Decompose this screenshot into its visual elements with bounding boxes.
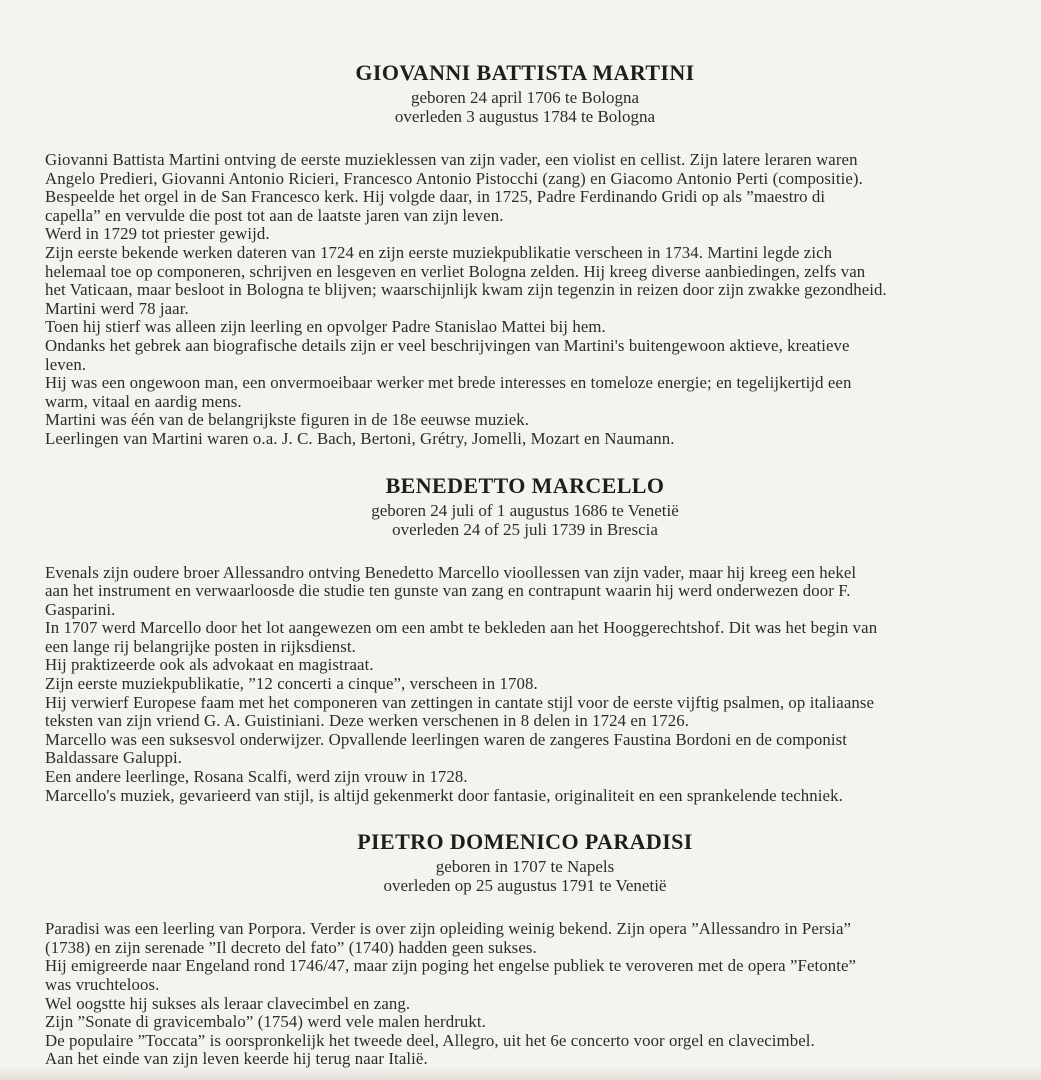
body-line: Aan het einde van zijn leven keerde hij terug naar Italië. bbox=[45, 1049, 428, 1069]
body-line: Wel oogstte hij sukses als leraar clavecimbel en zang. bbox=[45, 993, 411, 1013]
body-line: leven. bbox=[45, 354, 87, 374]
body-line: Paradisi was een leerling van Porpora. Verder is over zijn opleiding weinig bekend. Zijn opera ”Allessandro in Persia” bbox=[45, 919, 852, 939]
body-line: Ondanks het gebrek aan biografische details zijn er veel beschrijvingen van Martini's buitengewoon aktieve, kreatieve bbox=[45, 335, 850, 355]
body-line: Hij praktizeerde ook als advokaat en magistraat. bbox=[45, 655, 374, 675]
body-line: De populaire ”Toccata” is oorspronkelijk het tweede deel, Allegro, uit het 6e concerto voor orgel en clavecimbel. bbox=[45, 1030, 815, 1050]
body-line: In 1707 werd Marcello door het lot aangewezen om een ambt te bekleden aan het Hooggerechtshof. Dit was het begin van bbox=[45, 618, 878, 638]
body-line: Martini was één van de belangrijkste figuren in de 18e eeuwse muziek. bbox=[45, 410, 530, 430]
body-line: Angelo Predieri, Giovanni Antonio Ricieri, Francesco Antonio Pistocchi (zang) en Giacomo Antonio Perti (compositie). bbox=[45, 168, 863, 188]
body-line: Marcello's muziek, gevarieerd van stijl, is altijd gekenmerkt door fantasie, originaliteit en een sprankelende techniek. bbox=[45, 785, 843, 805]
body-line: Gasparini. bbox=[45, 599, 116, 619]
body-line: Zijn eerste bekende werken dateren van 1724 en zijn eerste muziekpublikatie verscheen in 1734. Martini legde zich bbox=[45, 242, 833, 262]
body-line: Baldassare Galuppi. bbox=[45, 748, 183, 768]
body-line: een lange rij belangrijke posten in rijksdienst. bbox=[45, 636, 356, 656]
section-title: BENEDETTO MARCELLO bbox=[385, 472, 665, 498]
body-line: Marcello was een suksesvol onderwijzer. Opvallende leerlingen waren de zangeres Faustina Bordoni en de componist bbox=[45, 729, 847, 749]
body-line: Zijn eerste muziekpublikatie, ”12 concerti a cinque”, verscheen in 1708. bbox=[45, 674, 538, 694]
body-line: capella” en vervulde die post tot aan de laatste jaren van zijn leven. bbox=[45, 205, 504, 225]
section-subtitle: geboren 24 april 1706 te Bologna bbox=[410, 88, 640, 107]
section-subtitle: overleden 24 of 25 juli 1739 in Brescia bbox=[392, 519, 658, 539]
body-line: (1738) en zijn serenade ”Il decreto del fato” (1740) hadden geen sukses. bbox=[45, 937, 537, 957]
body-line: teksten van zijn vriend G. A. Guistiniani. Deze werken verschenen in 8 delen in 1724 en 1726. bbox=[45, 711, 690, 731]
section-body bbox=[45, 920, 1005, 1069]
body-line: Martini werd 78 jaar. bbox=[45, 298, 189, 318]
section-subtitle: geboren in 1707 te Napels bbox=[435, 857, 615, 877]
body-line: het Vaticaan, maar besloot in Bologna te blijven; waarschijnlijk kwam zijn tegenzin in reizen door zijn zwakke gezondheid. bbox=[45, 280, 887, 300]
body-line: helemaal toe op componeren, schrijven en lesgeven en verliet Bologna zelden. Hij kreeg diverse aanbiedingen, zelfs van bbox=[45, 261, 866, 281]
section-subtitle: geboren 24 juli of 1 augustus 1686 te Venetië bbox=[371, 500, 679, 520]
composer-section bbox=[45, 60, 1005, 449]
section-subtitle: overleden op 25 augustus 1791 te Venetië bbox=[383, 876, 667, 896]
section-subtitle: overleden 3 augustus 1784 te Bologna bbox=[394, 107, 656, 126]
body-line: Zijn ”Sonate di gravicembalo” (1754) werd vele malen herdrukt. bbox=[45, 1012, 486, 1032]
body-line: aan het instrument en verwaarloosde die studie ten gunste van zang en contrapunt waarin hij werd onderwezen door F. bbox=[45, 581, 851, 601]
section-title: PIETRO DOMENICO PARADISI bbox=[357, 829, 693, 855]
body-line: Evenals zijn oudere broer Allessandro ontving Benedetto Marcello vioollessen van zijn vader, maar hij kreeg een hekel bbox=[45, 562, 857, 582]
body-line: Toen hij stierf was alleen zijn leerling en opvolger Padre Stanislao Mattei bij hem. bbox=[45, 317, 606, 337]
body-line: was vruchteloos. bbox=[45, 975, 160, 994]
body-line: Een andere leerlinge, Rosana Scalfi, werd zijn vrouw in 1728. bbox=[45, 767, 468, 787]
body-line: Giovanni Battista Martini ontving de eerste muzieklessen van zijn vader, een violist en cellist. Zijn latere leraren waren bbox=[45, 150, 858, 169]
body-line: Hij verwierf Europese faam met het componeren van zettingen in cantate stijl voor de eerste vijftig psalmen, op italiaanse bbox=[45, 692, 875, 712]
body-line: Hij emigreerde naar Engeland rond 1746/47, maar zijn poging het engelse publiek te veroveren met de opera ”Fetonte” bbox=[45, 956, 857, 976]
body-line: Leerlingen van Martini waren o.a. J. C. Bach, Bertoni, Grétry, Jomelli, Mozart en Naumann. bbox=[45, 428, 675, 448]
body-line: warm, vitaal en aardig mens. bbox=[45, 391, 242, 411]
section-body bbox=[45, 151, 1005, 449]
composer-section bbox=[45, 473, 1005, 806]
section-body bbox=[45, 564, 1005, 806]
body-line: Werd in 1729 tot priester gewijd. bbox=[45, 224, 270, 244]
section-title: GIOVANNI BATTISTA MARTINI bbox=[355, 60, 695, 85]
composer-section bbox=[45, 829, 1005, 1069]
body-line: Hij was een ongewoon man, een onvermoeibaar werker met brede interesses en tomeloze energie; en tegelijkertijd een bbox=[45, 373, 852, 393]
body-line: Bespeelde het orgel in de San Francesco kerk. Hij volgde daar, in 1725, Padre Ferdinando Gridi op als ”maestro di bbox=[45, 187, 826, 207]
